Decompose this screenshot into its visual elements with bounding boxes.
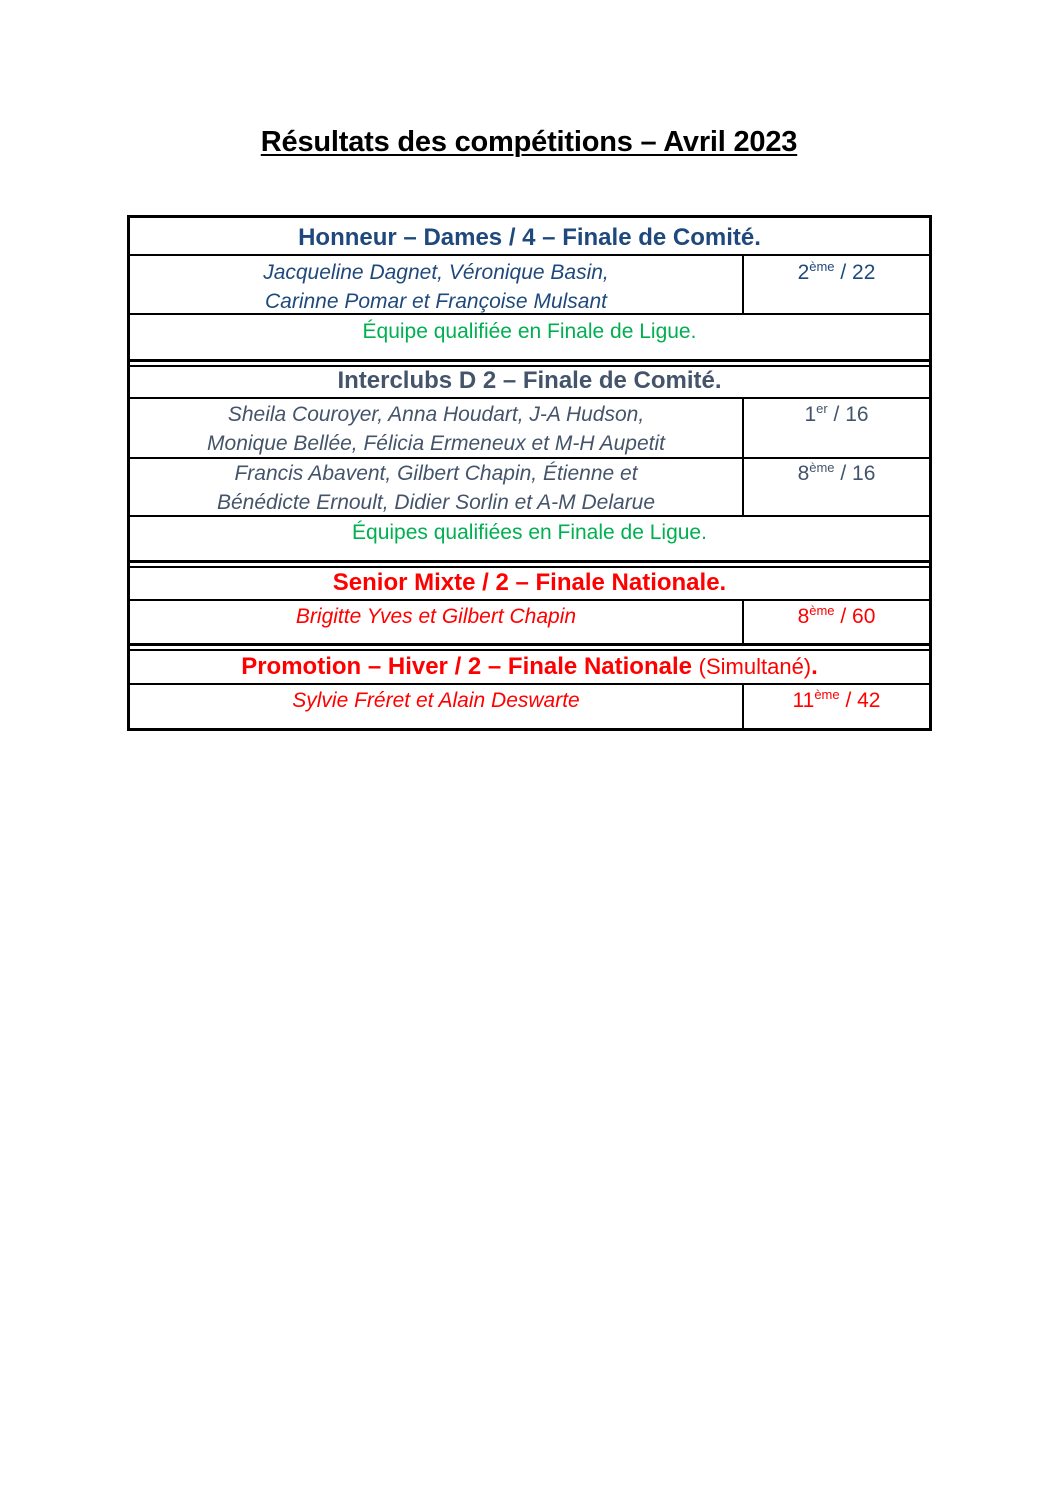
section-divider <box>130 359 929 362</box>
rank-total: / 42 <box>839 689 881 712</box>
team-names <box>130 400 742 458</box>
section-heading-promotion <box>130 653 929 681</box>
team-rank <box>744 258 929 287</box>
results-table <box>127 215 932 731</box>
rank-ordinal: er <box>816 401 828 416</box>
section-heading-honneur: Honneur – Dames / 4 – Finale de Comité. <box>298 224 761 251</box>
team-rank <box>744 459 929 488</box>
team-names-line: Sheila Couroyer, Anna Houdart, J-A Hudson, <box>227 403 645 426</box>
section-divider <box>130 643 929 646</box>
heading-qualifier: (Simultané) <box>698 654 812 679</box>
row-divider <box>130 313 929 315</box>
qualification-note: Équipes qualifiées en Finale de Ligue. <box>352 521 707 544</box>
section-heading-senior-mixte: Senior Mixte / 2 – Finale Nationale. <box>332 569 727 596</box>
rank-number: 2 <box>797 261 810 284</box>
heading-period: . <box>811 653 818 680</box>
rank-total: / 60 <box>834 605 876 628</box>
team-names <box>130 258 742 316</box>
team-names <box>130 602 742 631</box>
team-rank <box>744 400 929 429</box>
row-divider <box>130 515 929 517</box>
row-divider <box>130 254 929 256</box>
team-names-line: Jacqueline Dagnet, Véronique Basin, <box>263 261 609 284</box>
rank-ordinal: ème <box>814 687 840 702</box>
rank-total: / 16 <box>827 403 869 426</box>
rank-number: 1 <box>804 403 817 426</box>
rank-ordinal: ème <box>809 460 835 475</box>
team-names-line: Sylvie Fréret et Alain Deswarte <box>292 689 580 712</box>
row-divider <box>130 397 929 399</box>
rank-total: / 16 <box>834 462 876 485</box>
section-heading-interclubs: Interclubs D 2 – Finale de Comité. <box>337 367 722 394</box>
page-title: Résultats des compétitions – Avril 2023 <box>260 126 798 158</box>
qualification-note: Équipe qualifiée en Finale de Ligue. <box>362 320 697 343</box>
team-names-line: Monique Bellée, Félicia Ermeneux et M-H Aupetit <box>207 432 665 455</box>
team-names-line: Bénédicte Ernoult, Didier Sorlin et A-M Delarue <box>216 491 656 514</box>
row-divider <box>130 683 929 685</box>
team-names <box>130 686 742 715</box>
team-names-line: Carinne Pomar et Françoise Mulsant <box>265 290 607 313</box>
section-divider <box>130 566 929 568</box>
heading-text: Promotion – Hiver / 2 – Finale Nationale <box>241 653 692 680</box>
section-divider <box>130 649 929 651</box>
section-divider <box>130 560 929 563</box>
team-names-line: Brigitte Yves et Gilbert Chapin <box>295 605 577 628</box>
team-names-line: Francis Abavent, Gilbert Chapin, Étienne et <box>234 462 638 485</box>
rank-ordinal: ème <box>809 603 835 618</box>
row-divider <box>130 599 929 601</box>
rank-total: / 22 <box>834 261 876 284</box>
rank-ordinal: ème <box>809 259 835 274</box>
team-rank <box>744 602 929 631</box>
rank-number: 8 <box>797 462 810 485</box>
rank-number: 8 <box>797 605 810 628</box>
team-rank <box>744 686 929 715</box>
rank-number: 11 <box>792 689 815 712</box>
team-names <box>130 459 742 517</box>
